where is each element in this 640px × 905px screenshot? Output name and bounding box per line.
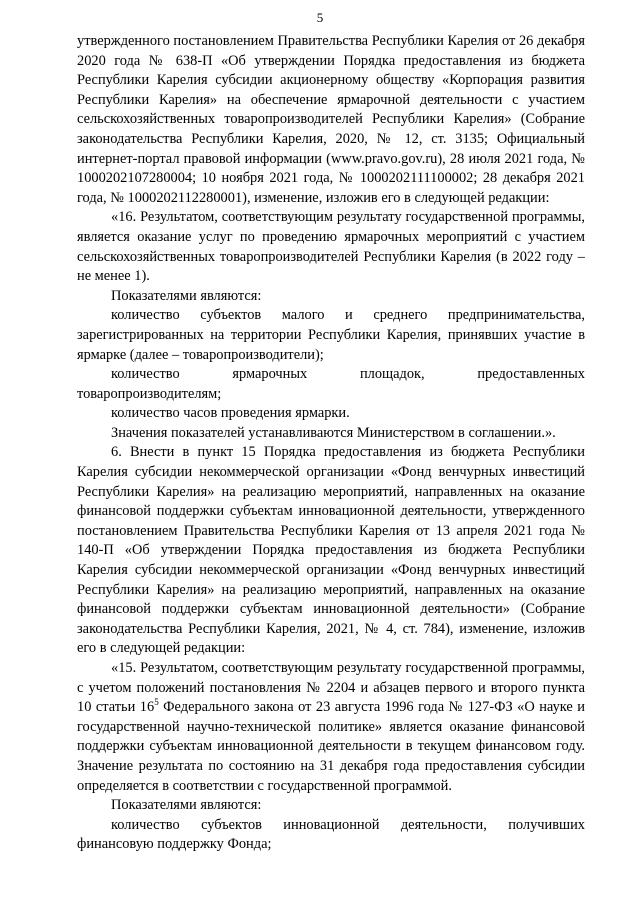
paragraph-indicator-venues: количество ярмарочных площадок, предоставленных	[111, 366, 585, 383]
article-superscript: 5	[154, 697, 159, 708]
paragraph-point-16: «16. Результатом, соответствующим результату государственной программы, является оказание услуг по проведению ярмарочных мероприятий с участием сельскохозяйственных товаропроизводителей Республики Карелия (в 2022 году – не менее 1).	[77, 209, 585, 285]
paragraph-indicator-values: Значения показателей устанавливаются Министерством в соглашении.».	[111, 424, 556, 441]
page-number: 5	[316, 10, 324, 25]
paragraph-indicators-heading: Показателями являются:	[111, 287, 262, 304]
paragraph-intro-continuation: утвержденного постановлением Правительства Республики Карелия от 26 декабря 2020 года № 638-П «Об утверждении Порядка предоставления из бюджета Республики Карелия субсидии акционерному обществу «Корпорация развития Республики Карелия» на обеспечение ярмарочной деятельности с участием сельскохозяйственных товаропроизводителей Республики Карелия» (Собрание законодательства Республики Карелия, 2020, № 12, ст. 3135; Официальный интернет-портал правовой информации (www.pravo.gov.ru), 28 июля 2021 года, № 1000202107280004; 10 ноября 2021 года, № 1000202111100002; 28 декабря 2021 года, № 1000202112280001), изменение, изложив его в следующей редакции:	[77, 33, 585, 206]
paragraph-item-6: 6. Внести в пункт 15 Порядка предоставления из бюджета Республики Карелия субсидии некоммерческой организации «Фонд венчурных инвестиций Республики Карелия» на реализацию мероприятий, направленных на оказание финансовой поддержки субъектам инновационной деятельности, утвержденного постановлением Правительства Республики Карелия от 13 апреля 2021 года № 140-П «Об утверждении Порядка предоставления из бюджета Республики Карелия субсидии некоммерческой организации «Фонд венчурных инвестиций Республики Карелия» на реализацию мероприятий, направленных на оказание финансовой поддержки субъектам инновационной деятельности» (Собрание законодательства Республики Карелия, 2021, № 4, ст. 784), изменение, изложив его в следующей редакции:	[77, 444, 585, 657]
paragraph-indicator-subjects: количество субъектов инновационной деятельности, получивших финансовую поддержку Фонда;	[77, 816, 585, 853]
paragraph-indicator-hours: количество часов проведения ярмарки.	[111, 405, 350, 422]
document-body	[77, 32, 585, 855]
paragraph-point-15-part-b: Федерального закона от 23 августа 1996 года № 127-ФЗ «О науке и государственной научно-технической политике» является оказание финансовой поддержки субъектам инновационной деятельности в текущем финансовом году. Значение результата по состоянию на 31 декабря года предоставления субсидии определяется в соответствии с государственной программой.	[77, 699, 585, 794]
paragraph-indicator-venues-end: товаропроизводителям;	[77, 385, 222, 402]
paragraph-indicators-heading-2: Показателями являются:	[111, 797, 262, 814]
paragraph-indicator-participants: количество субъектов малого и среднего предпринимательства, зарегистрированных на территории Республики Карелия, принявших участие в ярмарке (далее – товаропроизводители);	[77, 307, 585, 363]
paragraph-point-15-part-a: «15. Результатом, соответствующим результату государственной программы, с учетом положений постановления № 2204 и абзацев первого и второго пункта 10 статьи 16	[77, 660, 585, 716]
paragraph-point-15	[77, 659, 585, 796]
